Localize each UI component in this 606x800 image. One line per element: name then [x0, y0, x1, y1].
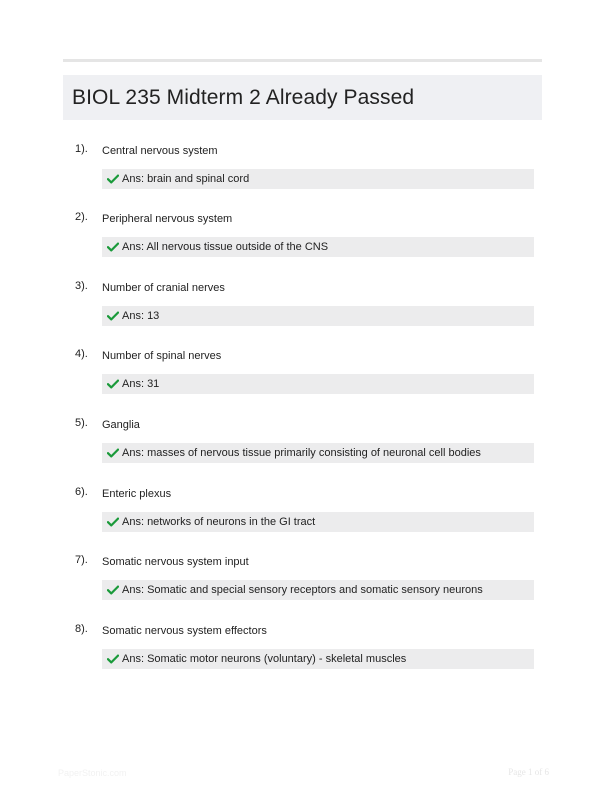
question-number: 5).: [75, 417, 88, 429]
qa-item-4: [63, 348, 542, 408]
check-icon: [107, 517, 119, 527]
answer-text: Ans: masses of nervous tissue primarily consisting of neuronal cell bodies: [122, 447, 481, 459]
check-icon: [107, 311, 119, 321]
answer-text: Ans: brain and spinal cord: [122, 173, 250, 185]
question-number: 8).: [75, 623, 88, 635]
question-number: 1).: [75, 143, 88, 155]
page-title: BIOL 235 Midterm 2 Already Passed: [72, 85, 415, 109]
top-divider: [63, 59, 542, 62]
qa-item-8: [63, 623, 542, 683]
check-icon: [107, 654, 119, 664]
question-number: 2).: [75, 211, 88, 223]
answer-text: Ans: 31: [122, 378, 160, 390]
question-number: 3).: [75, 280, 88, 292]
qa-item-3: [63, 280, 542, 340]
question-text: Somatic nervous system input: [102, 556, 249, 568]
answer-box: [102, 649, 534, 669]
check-icon: [107, 448, 119, 458]
qa-item-5: [63, 417, 542, 477]
qa-item-1: [63, 143, 542, 203]
check-icon: [107, 174, 119, 184]
answer-text: Ans: All nervous tissue outside of the CNS: [122, 241, 329, 253]
answer-box: [102, 306, 534, 326]
question-text: Number of spinal nerves: [102, 350, 222, 362]
question-text: Ganglia: [102, 419, 140, 431]
answer-text: Ans: networks of neurons in the GI tract: [122, 516, 316, 528]
answer-text: Ans: Somatic and special sensory receptors and somatic sensory neurons: [122, 584, 483, 596]
page-number: Page 1 of 6: [508, 767, 549, 777]
question-number: 4).: [75, 348, 88, 360]
qa-item-7: [63, 554, 542, 614]
question-text: Number of cranial nerves: [102, 282, 225, 294]
answer-text: Ans: Somatic motor neurons (voluntary) - skeletal muscles: [122, 653, 407, 665]
check-icon: [107, 585, 119, 595]
answer-box: [102, 237, 534, 257]
question-text: Central nervous system: [102, 145, 218, 157]
qa-item-6: [63, 486, 542, 546]
qa-item-2: [63, 211, 542, 271]
question-number: 6).: [75, 486, 88, 498]
question-text: Peripheral nervous system: [102, 213, 233, 225]
check-icon: [107, 379, 119, 389]
footer-watermark: PaperStonic.com: [58, 768, 127, 778]
title-banner: [63, 75, 542, 120]
answer-box: [102, 443, 534, 463]
question-text: Enteric plexus: [102, 488, 172, 500]
check-icon: [107, 242, 119, 252]
answer-box: [102, 580, 534, 600]
question-number: 7).: [75, 554, 88, 566]
answer-box: [102, 374, 534, 394]
answer-box: [102, 512, 534, 532]
question-text: Somatic nervous system effectors: [102, 625, 267, 637]
answer-box: [102, 169, 534, 189]
answer-text: Ans: 13: [122, 310, 160, 322]
